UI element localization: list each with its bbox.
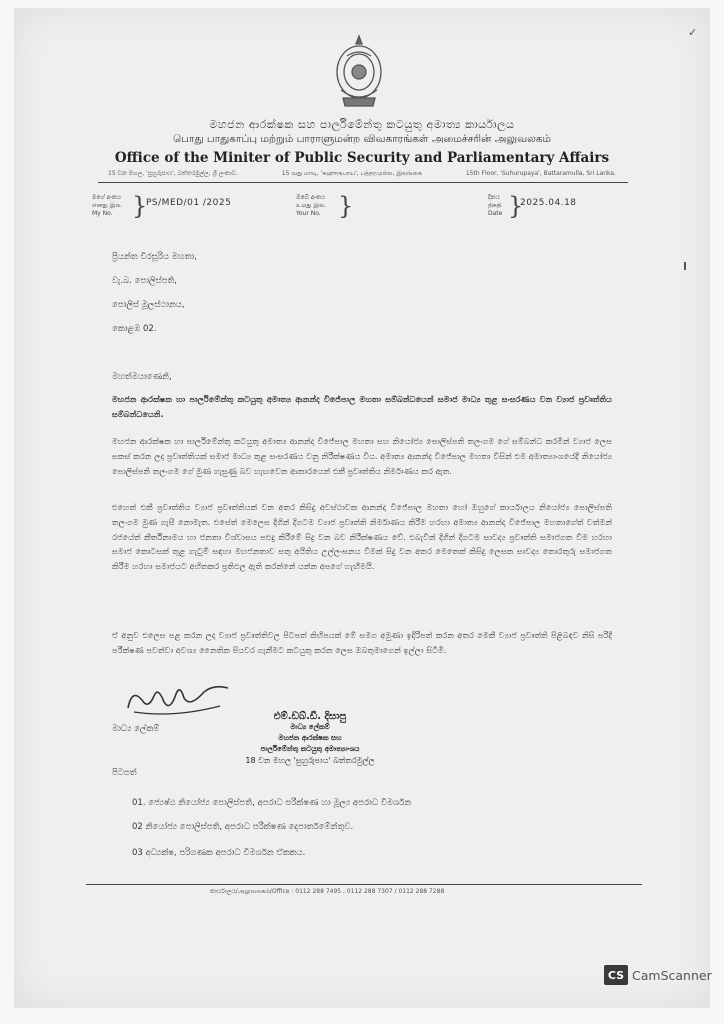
letterhead-sinhala: මහජන ආරක්ෂක සහ පාර්ලිමේන්තු කටයුතු අමාත්‍ය කාර්යාලය: [209, 118, 515, 131]
signer-block: [200, 711, 420, 766]
my-no-label: මගේ අංකය எனது இல. My No.: [92, 194, 123, 217]
letterhead-english: Office of the Miniter of Public Security and Parliamentary Affairs: [114, 150, 610, 166]
copy-item-3: 03 අධ්‍යක්ෂ, පරිගණක අපරාධ විමර්ශන ඒකකය.: [132, 848, 306, 858]
signer-line-2: මහජන ආරක්ෂක සහ: [278, 734, 342, 742]
body-paragraph-1: මහජන ආරක්ෂක හා පාර්ලිමේන්තු කටයුතු අමාත්‍ය ආනන්ද විජේපාල මහතා සහ නියෝජ්‍ය පොලිස්පති තලංගම ගේ සම්බන්ධ කරමින් ව්‍යාජ ලෙස සකස් කරන ලද ප්‍රවෘත්තියක් සමාජ මාධ්‍ය තුළ සංසරණය වනු නිරීක්ෂණය විය. අමාත්‍ය ආනන්ද විජේපාල මහතා විසින් එම අමාත්‍යාංශයේදී නියෝජ්‍ය පොලිස්පති තලංගම ගේ මුණ ගැසුණු බව හැඟවෙන ආකාරයෙන් එකී ප්‍රවෘත්තිය නිර්මාණය කර ඇත.: [112, 436, 612, 476]
salutation: මහත්මයාණෙනි,: [112, 372, 172, 382]
signer-name: එම්.ඩබ්.ඩී. දිසාපු: [273, 711, 347, 722]
date-value: 2025.04.18: [520, 198, 577, 208]
recipient-line-1: ප්‍රියන්ත වීරසූරිය මහතා,: [112, 252, 197, 262]
subject-line: මහජන ආරක්ෂක හා පාර්ලිමේන්තු කටයුතු අමාත්‍ය ආනන්ද විජේපාල මහතා සම්බන්ධයෙන් සමාජ මාධ්‍ය තුළ සංසරණය වන ව්‍යාජ ප්‍රවෘත්තිය සම්බන්ධයෙනි.: [112, 394, 612, 419]
letterhead-address: [108, 170, 616, 178]
body-paragraph-2: එහෙත් එකී ප්‍රවෘත්තිය ව්‍යාජ ප්‍රවෘත්තියක් වන අතර කිසිදු අවස්ථාවක ආනන්ද විජේපාල මහතා හෝ ඔහුගේ කාර්යාලය නියෝජ්‍ය පොලිස්පති තලංගම මුණ ගැසී නොමැත. එසේත් මෙලෙස දිගින් දිගටම ව්‍යාජ ප්‍රවෘත්ති නිර්මාණය කිරීම හරහා අමාත්‍ය ආනන්ද විජේපාල මහතාගේත් වත්මන් රජයේත් කීර්තිනාමය හා ජනතා විශ්වාසය පළුදු කිරීමේ සිදු වන බව නිරීක්ෂණය වේ. එබැවින් දිගින් දිගටම සාවද්‍ය ප්‍රවෘත්ති සමාජගත වීම හරහා සමාජ කොටසක් තුළ ගැටුම් සඳහා මහජනතාව සතු අයිතිය උල්ලංඝනය වීමක් සිදු වන අතර මෙතෙක් කිසිදු ලෙසක සාවද්‍ය තොරතුරු සමාජගත කිරීම හරහා සමාජයට අහිතකර ප්‍රතිඵල ඇති කරන්නේ යන්න අපගේ හැඟීමයි.: [112, 502, 612, 572]
letterhead-divider: [98, 182, 628, 183]
signer-line-1: මාධ්‍ය ලේකම්: [290, 723, 330, 731]
my-no-value: PS/MED/01 /2025: [146, 198, 232, 208]
edge-mark: [684, 262, 686, 270]
recipient-line-2: වැ.බ. පොලිස්පති,: [112, 276, 177, 286]
body-paragraph-3: ඒ අනුව එලෙස පළ කරන ලද ව්‍යාජ ප්‍රවෘත්තිවල පිටපත් කිහිපයක් මේ සමග අමුණා ඉදිරිපත් කරන අතර මෙකී ව්‍යාජ ප්‍රවෘත්ති පිළිබඳව නිසි පරිදි පරීක්ෂණ පවත්වා අවශ්‍ය නෛතික පියවර ගැනීමට කටයුතු කරන ලෙස ඔබතුමාගෙන් ඉල්ලා සිටිමි.: [112, 630, 612, 655]
signer-line-4: 18 වන මහල 'සුහුරුපාය' බත්තරමුල්ල: [245, 756, 375, 765]
your-no-label: ඔබේ අංකය உமது இல. Your No.: [296, 194, 327, 217]
date-label: දිනය திகதி Date: [488, 194, 503, 217]
address-sinhala: 15 වන මහල, 'සුහුරුපාය', බත්තරමුල්ල, ශ්‍රී ලංකාව.: [108, 170, 238, 177]
camscanner-watermark: [604, 965, 712, 985]
recipient-line-4: කොළඹ 02.: [112, 324, 157, 334]
footer-contact: කාර්යාලය/அலுவலகம்/Office : 0112 288 7495 , 0112 288 7307 / 0112 288 7288: [210, 888, 445, 895]
signature-title: මාධ්‍ය ලේකම්: [112, 724, 160, 734]
camscanner-logo: CS: [604, 965, 628, 985]
corner-tick-mark: ✓: [688, 26, 698, 39]
camscanner-text: CamScanner: [632, 967, 712, 983]
copy-item-2: 02 නියෝජ්‍ය පොලිස්පති, අපරාධ පරීක්ෂණ දෙපාර්තමේන්තුව.: [132, 822, 354, 832]
address-english: 15th Floor, 'Suhurupaya', Battaramulla, Sri Lanka.: [465, 170, 616, 177]
signer-line-3: පාර්ලිමේන්තු කටයුතු අමාත්‍යාංශය: [260, 745, 360, 753]
date-brace: }: [508, 192, 524, 220]
footer-divider: [86, 884, 642, 885]
recipient-line-3: පොලිස් මූලස්ථානය,: [112, 300, 185, 310]
your-no-brace: }: [338, 192, 354, 220]
letterhead-tamil: பொது பாதுகாப்பு மற்றும் பாராளுமன்ற விவகாரங்கள் அமைச்சரின் அலுவலகம்: [172, 133, 552, 145]
my-no-brace: }: [132, 192, 148, 220]
copies-label: පිටපත්: [112, 768, 137, 778]
copy-item-1: 01. ජ්‍යෙෂ්ඨ නියෝජ්‍ය පොලිස්පති, අපරාධ පරීක්ෂණ හා මූල්‍ය අපරාධ විමර්ශන: [132, 798, 412, 808]
address-tamil: 15 வது மாடி, 'சுஹுருபாய', பத்தரமுல்ல, இலங்கை: [281, 170, 422, 177]
national-emblem-icon: [333, 32, 385, 112]
